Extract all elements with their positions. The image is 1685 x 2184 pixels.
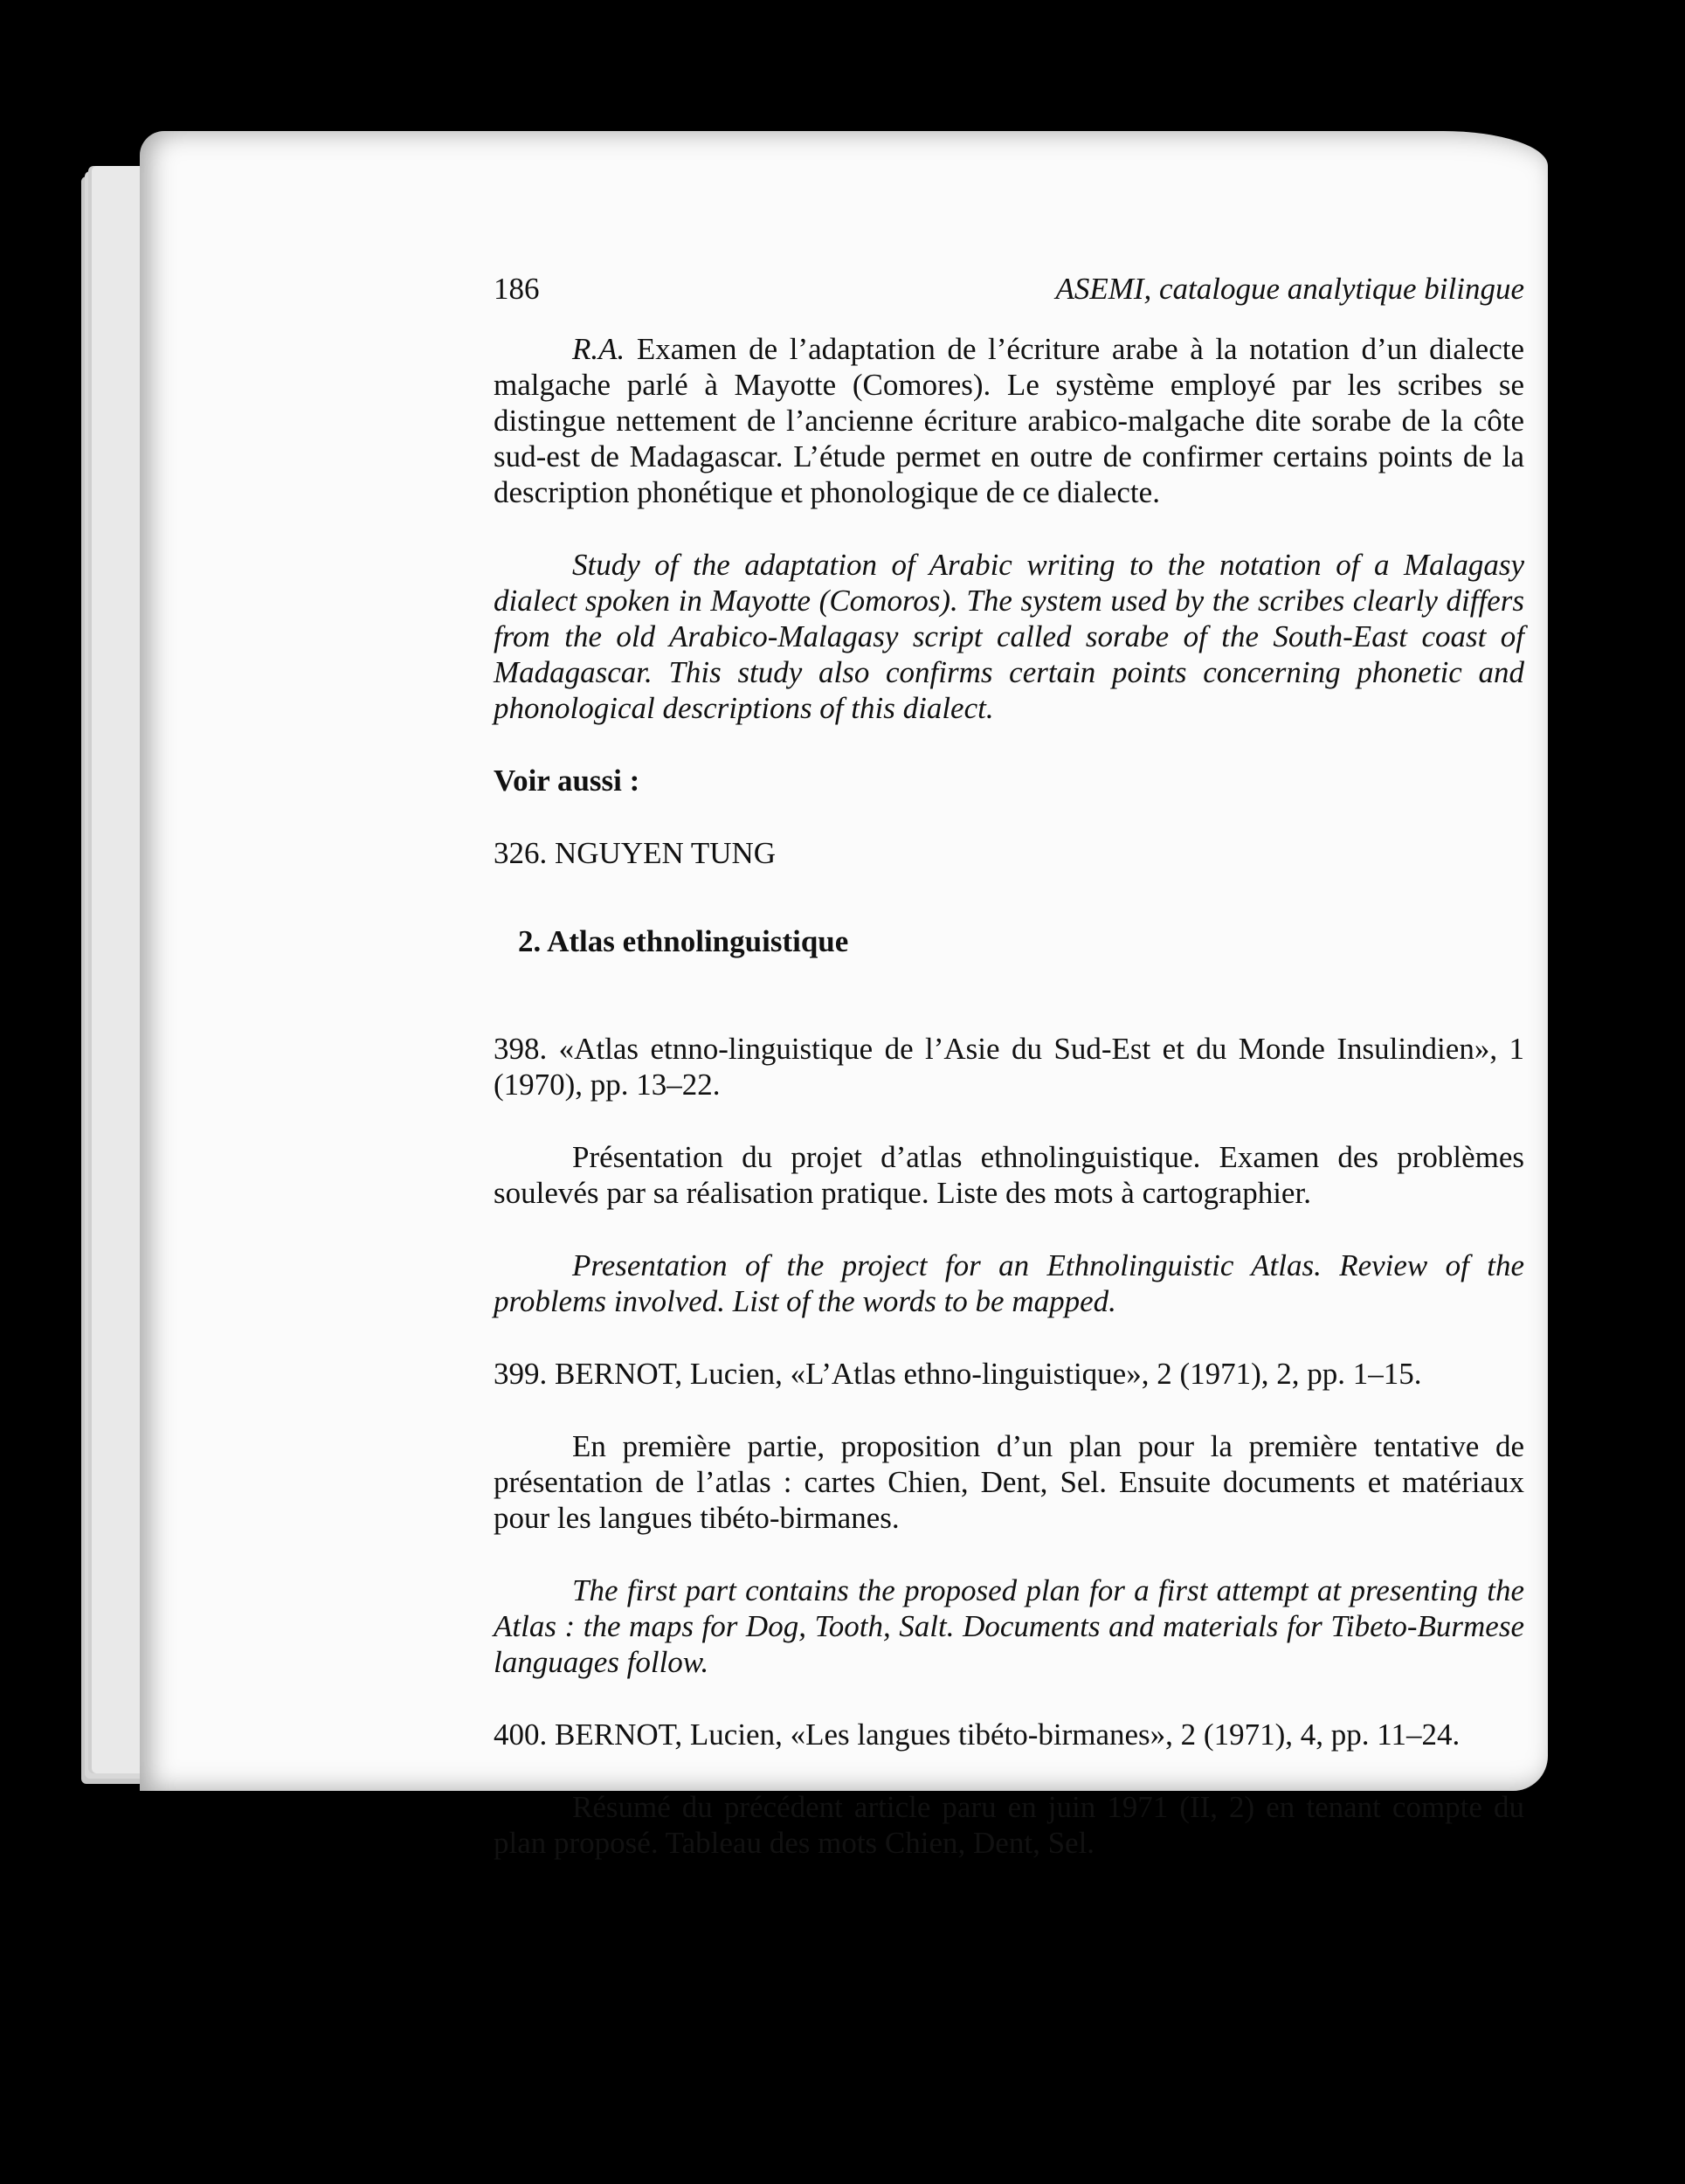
abstract-label: R.A. (572, 332, 625, 366)
entry-399: 399. BERNOT, Lucien, «L’Atlas ethno-linguistique», 2 (1971), 2, pp. 1–15. (494, 1357, 1422, 1391)
section-heading: 2. Atlas ethnolinguistique (518, 924, 849, 958)
entry-399-en: The first part contains the proposed plan for a first attempt at presenting the Atlas : the maps for Dog, Tooth, Salt. Documents and materials for Tibeto-Burmese languages follow. (494, 1573, 1524, 1679)
entry-400: 400. BERNOT, Lucien, «Les langues tibéto-birmanes», 2 (1971), 4, pp. 11–24. (494, 1717, 1461, 1752)
page-content (494, 271, 1524, 1861)
entry-399-fr: En première partie, proposition d’un plan pour la première tentative de présentation de l’atlas : cartes Chien, Dent, Sel. Ensuite documents et matériaux pour les langues tibéto-birmanes. (494, 1429, 1524, 1535)
see-also-label: Voir aussi : (494, 764, 640, 798)
entry-398-en: Presentation of the project for an Ethnolinguistic Atlas. Review of the problems involved. List of the words to be mapped. (494, 1248, 1524, 1318)
entry-400-fr: Résumé du précédent article paru en juin 1971 (II, 2) en tenant compte du plan proposé. Tableau des mots Chien, Dent, Sel. (494, 1790, 1524, 1860)
abstract-en: Study of the adaptation of Arabic writing to the notation of a Malagasy dialect spoken in Mayotte (Comoros). The system used by the scribes clearly differs from the old Arabico-Malagasy script called sorabe of the South-East coast of Madagascar. This study also confirms certain points concerning phonetic and phonological descriptions of this dialect. (494, 548, 1524, 725)
page-number: 186 (494, 272, 540, 306)
abstract-fr-text: Examen de l’adaptation de l’écriture arabe à la notation d’un dialecte malgache parlé à Mayotte (Comores). Le système employé par les scribes se distingue nettement de l’ancienne écriture arabico-malgache dite sorabe de la côte sud-est de Madagascar. L’étude permet en outre de confirmer certains points de la description phonétique et phonologique de ce dialecte. (494, 332, 1524, 509)
running-title: ASEMI, catalogue analytique bilingue (1055, 272, 1524, 306)
entry-398-fr: Présentation du projet d’atlas ethnolinguistique. Examen des problèmes soulevés par sa réalisation pratique. Liste des mots à cartographier. (494, 1140, 1524, 1210)
see-also-ref: 326. NGUYEN TUNG (494, 836, 777, 870)
abstract-fr (494, 331, 1524, 510)
running-header (494, 271, 1524, 307)
entry-398: 398. «Atlas etnno-linguistique de l’Asie du Sud-Est et du Monde Insulindien», 1 (1970), pp. 13–22. (494, 1032, 1524, 1102)
